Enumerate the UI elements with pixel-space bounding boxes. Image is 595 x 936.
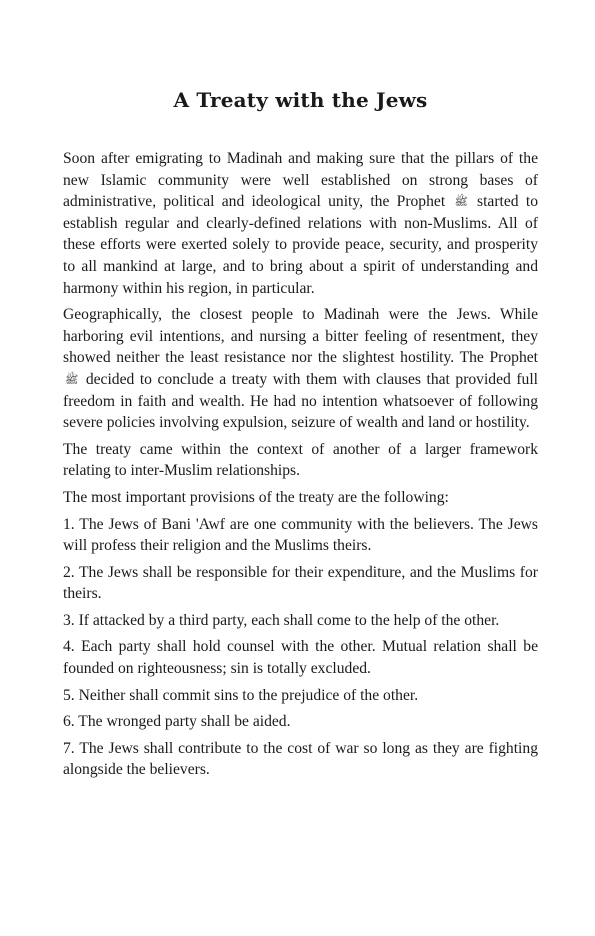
paragraph-intro-text-before: Soon after emigrating to Madinah and making sure that the pillars of the new Islamic community were well established on strong bases of administrative, political and ideological unity, the Prophet: [63, 150, 538, 211]
paragraph-context: The treaty came within the context of another of a larger framework relating to inter-Muslim relationships.: [63, 440, 538, 480]
salutation-seal: ﷺ: [454, 196, 468, 209]
paragraph-geography-text-after: decided to conclude a treaty with them with clauses that provided full freedom in faith and wealth. He had no intention whatsoever of following severe policies involving expulsion, seizure of wealth and land or hostility.: [63, 370, 538, 432]
provision-item: 3. If attacked by a third party, each shall come to the help of the other.: [63, 611, 500, 629]
document-page: [63, 88, 538, 786]
salutation-seal: ﷺ: [65, 373, 79, 386]
paragraph-provisions-intro: The most important provisions of the treaty are the following:: [63, 488, 449, 506]
provision-item: 2. The Jews shall be responsible for their expenditure, and the Muslims for theirs.: [63, 563, 538, 603]
provision-item: 4. Each party shall hold counsel with the other. Mutual relation shall be founded on righteousness; sin is totally excluded.: [63, 638, 538, 678]
paragraph-intro: [63, 148, 538, 299]
provision-item: 1. The Jews of Bani 'Awf are one community with the believers. The Jews will profess their religion and the Muslims theirs.: [63, 515, 538, 555]
paragraph-geography: [63, 304, 538, 434]
page-title: A Treaty with the Jews: [173, 88, 428, 112]
provision-item: 5. Neither shall commit sins to the prejudice of the other.: [63, 686, 419, 704]
paragraph-geography-text-before: Geographically, the closest people to Madinah were the Jews. While harboring evil intentions, and nursing a bitter feeling of resentment, they showed neither the least resistance nor the slightest hostility. The Prophet: [63, 306, 538, 367]
provision-item: 6. The wronged party shall be aided.: [63, 713, 291, 731]
paragraph-intro-text-after: started to establish regular and clearly-defined relations with non-Muslims. All of these efforts were exerted solely to provide peace, security, and prosperity to all mankind at large, and to bring about a spirit of understanding and harmony within his region, in particular.: [63, 193, 538, 297]
provision-item: 7. The Jews shall contribute to the cost of war so long as they are fighting alongside the believers.: [63, 739, 538, 779]
